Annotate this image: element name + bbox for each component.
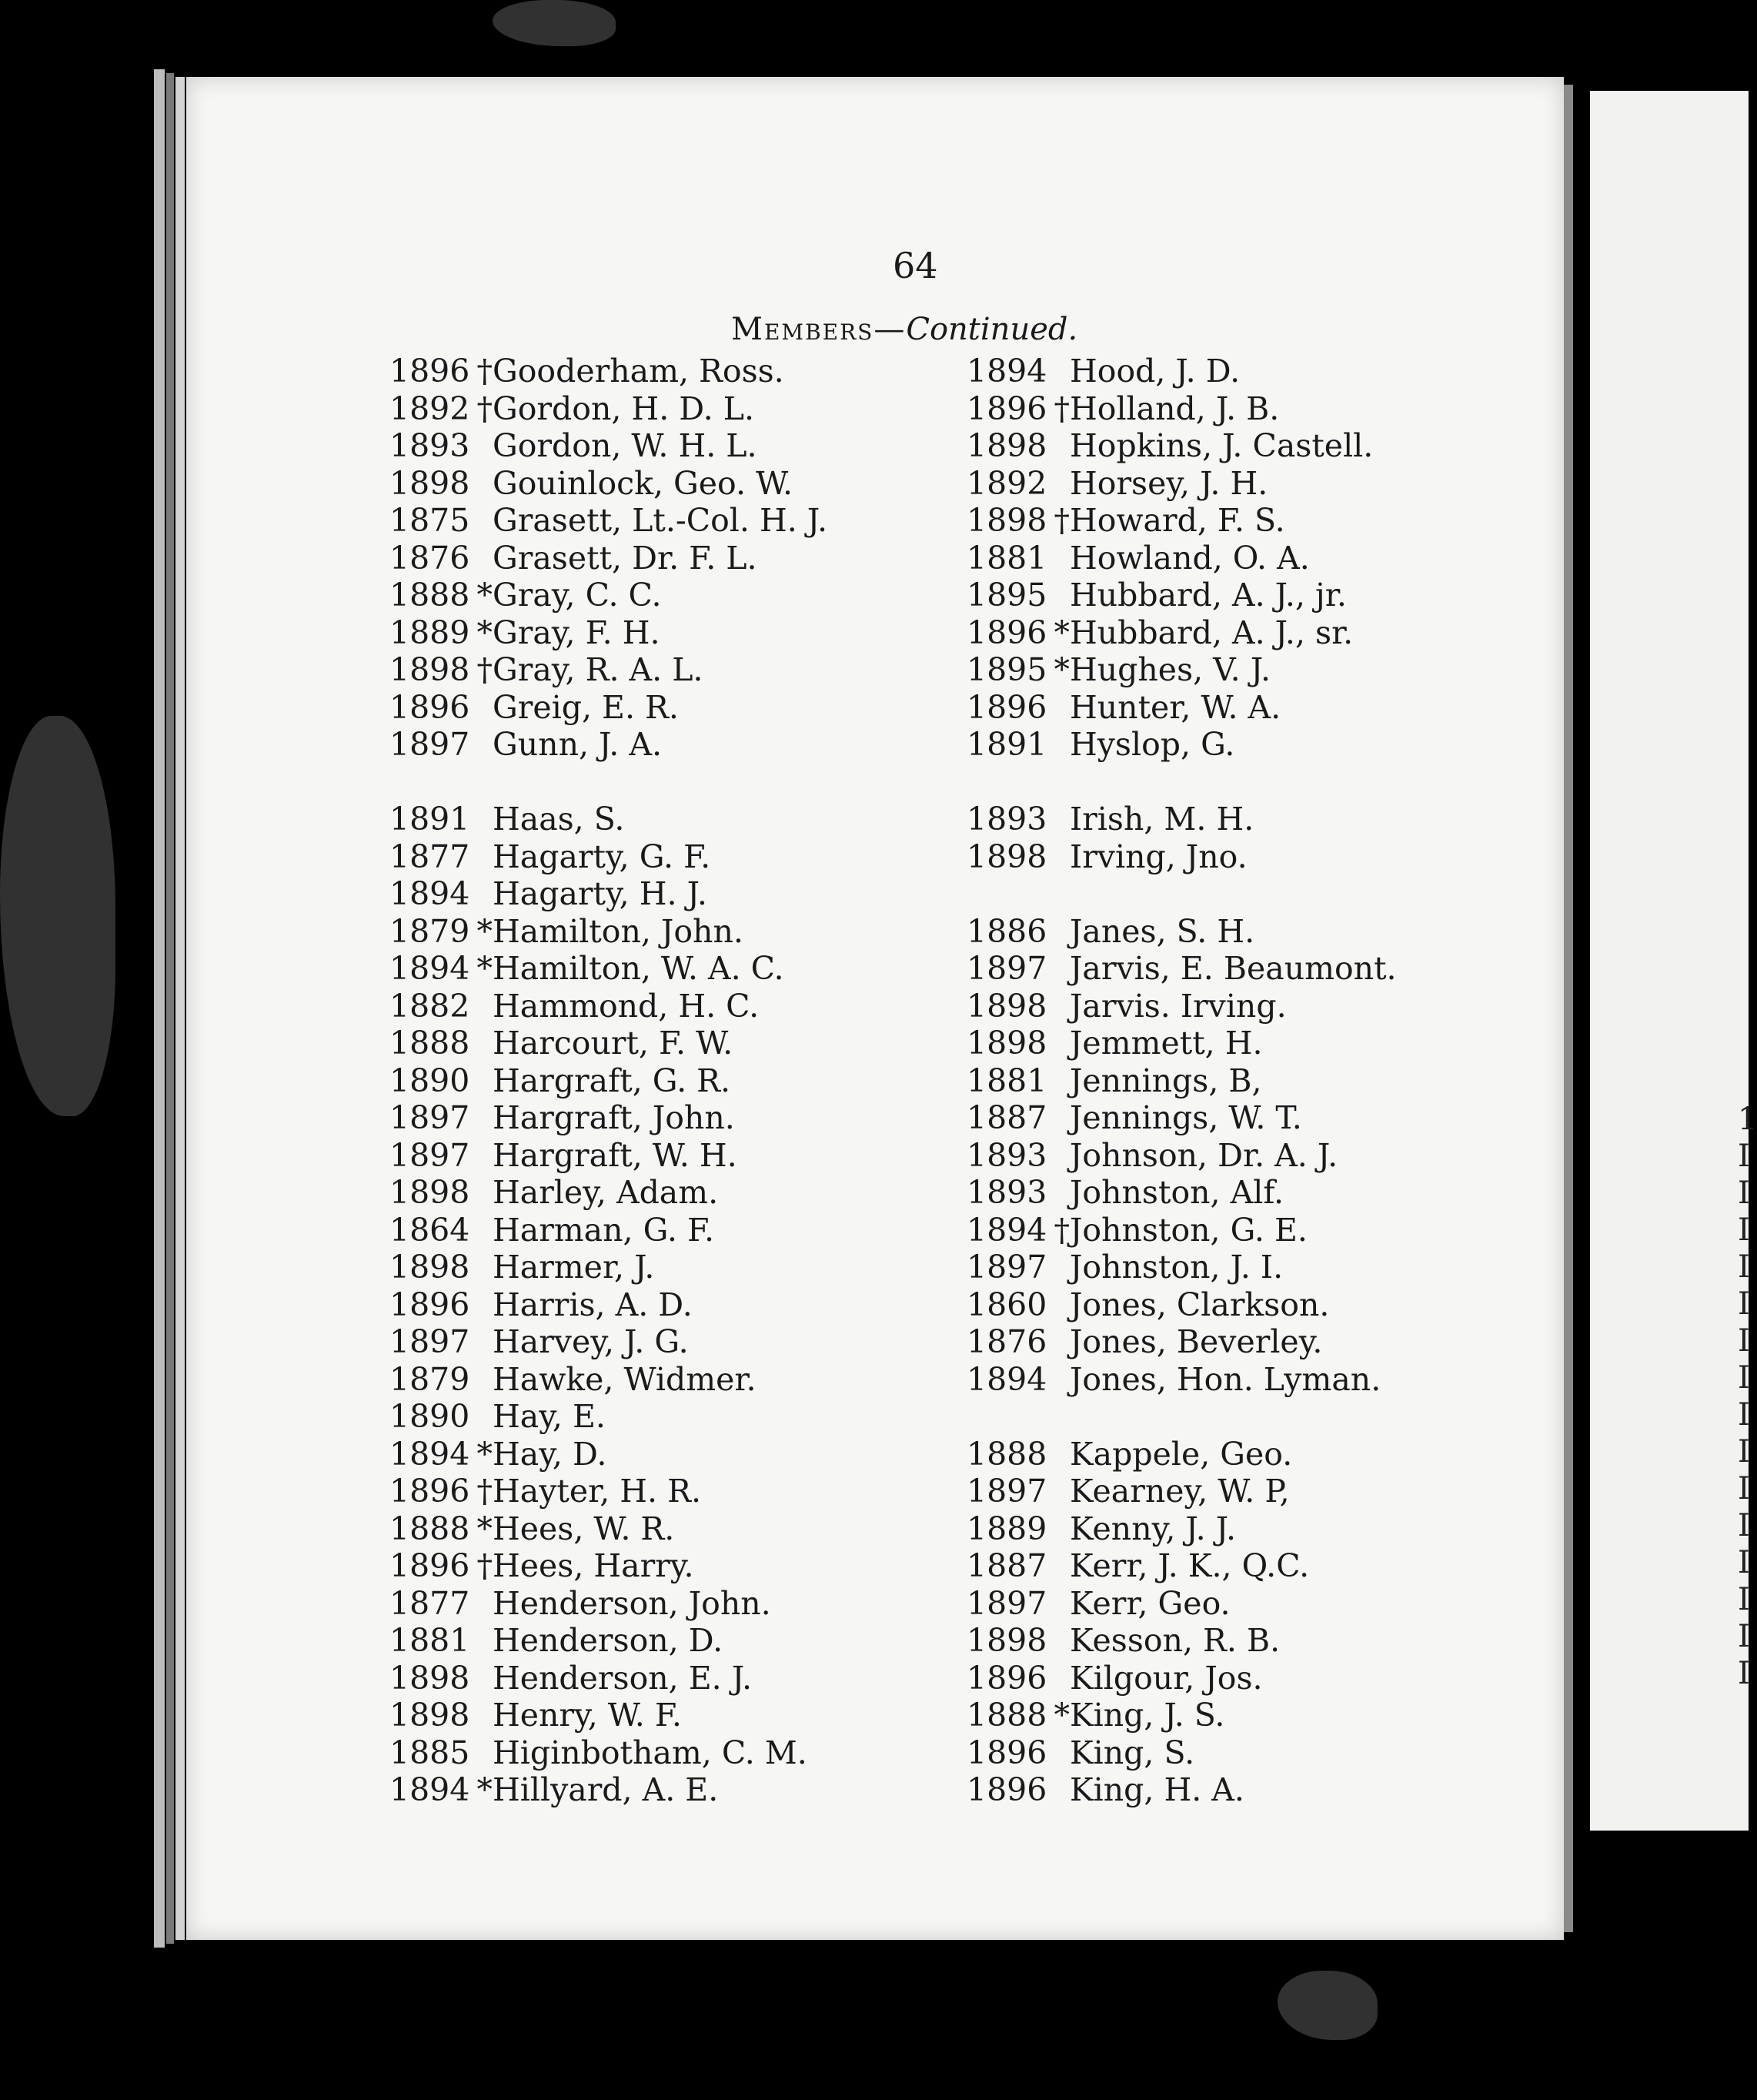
member-year: 1897 — [389, 1136, 470, 1174]
member-entry — [389, 651, 827, 689]
member-entry — [967, 1323, 1397, 1361]
member-year: 1893 — [967, 801, 1047, 838]
book-edge — [166, 73, 174, 1944]
member-year: 1892 — [967, 464, 1047, 502]
member-entry — [389, 1436, 827, 1473]
member-year: 1898 — [389, 464, 470, 502]
member-entry — [389, 1771, 827, 1809]
member-entry — [389, 1174, 827, 1212]
member-entry — [389, 1585, 827, 1623]
member-year: 1879 — [389, 912, 470, 950]
member-name: Hawke, Widmer. — [493, 1360, 757, 1398]
member-year: 1898 — [389, 1174, 470, 1211]
member-year: 1887 — [967, 1547, 1047, 1584]
member-entry — [389, 913, 827, 951]
facing-page-fragment: I — [1738, 1175, 1750, 1211]
member-year: 1897 — [967, 1473, 1047, 1510]
member-mark: * — [476, 1435, 493, 1473]
member-year: 1893 — [389, 427, 470, 464]
member-name: Henry, W. F. — [493, 1697, 682, 1734]
member-mark: * — [476, 614, 493, 651]
member-year: 1898 — [967, 502, 1047, 539]
member-year: 1894 — [389, 875, 470, 912]
member-year: 1898 — [967, 1025, 1047, 1062]
heading-continued: Continued. — [906, 312, 1078, 347]
member-name: Kappele, Geo. — [1070, 1435, 1293, 1473]
facing-page-fragment: I — [1738, 1212, 1750, 1248]
member-name: Greig, E. R. — [493, 688, 679, 726]
member-year: 1898 — [967, 987, 1047, 1025]
member-name: Kenny, J. J. — [1070, 1510, 1236, 1547]
member-year: 1864 — [389, 1211, 470, 1249]
member-year: 1895 — [967, 651, 1047, 688]
member-name: Harris, A. D. — [493, 1286, 693, 1323]
member-name: Jones, Clarkson. — [1070, 1286, 1330, 1323]
member-entry — [967, 577, 1397, 614]
book-edge — [175, 77, 185, 1940]
member-name: Jones, Hon. Lyman. — [1070, 1360, 1381, 1398]
member-name: Higinbotham, C. M. — [493, 1734, 807, 1771]
member-name: Horsey, J. H. — [1070, 464, 1268, 502]
facing-page-fragment: I — [1738, 1323, 1750, 1359]
member-name: Kerr, J. K., Q.C. — [1070, 1547, 1310, 1584]
member-name: Hyslop, G. — [1070, 726, 1235, 763]
member-year: 1895 — [967, 577, 1047, 614]
member-name: Kilgour, Jos. — [1070, 1659, 1263, 1697]
member-entry — [967, 1212, 1397, 1249]
member-year: 1896 — [389, 688, 470, 726]
member-entry — [389, 427, 827, 465]
member-entry — [389, 875, 827, 913]
member-entry — [967, 1473, 1397, 1510]
member-entry — [967, 1622, 1397, 1660]
member-name: Hay, E. — [493, 1398, 606, 1435]
member-year: 1860 — [967, 1286, 1047, 1323]
member-entry — [389, 1398, 827, 1436]
member-name: Hillyard, A. E. — [493, 1771, 719, 1808]
member-year: 1881 — [389, 1622, 470, 1659]
member-year: 1896 — [967, 614, 1047, 651]
member-mark: † — [1054, 390, 1070, 427]
member-entry — [967, 614, 1397, 652]
member-year: 1894 — [389, 950, 470, 987]
member-entry — [389, 390, 827, 428]
member-name: Kerr, Geo. — [1070, 1584, 1231, 1622]
member-entry — [967, 1436, 1397, 1473]
member-name: Holland, J. B. — [1070, 390, 1280, 427]
member-mark: † — [476, 1547, 493, 1584]
page-number: 64 — [893, 245, 938, 286]
member-entry — [389, 1361, 827, 1399]
member-year: 1888 — [967, 1697, 1047, 1734]
member-entry — [967, 913, 1397, 951]
member-entry — [389, 502, 827, 540]
member-entry — [967, 1771, 1397, 1809]
member-name: Henderson, E. J. — [493, 1659, 753, 1697]
member-year: 1877 — [389, 838, 470, 875]
member-entry — [389, 1734, 827, 1772]
member-year: 1881 — [967, 539, 1047, 577]
member-name: Harcourt, F. W. — [493, 1025, 733, 1062]
scan-smudge — [0, 716, 115, 1116]
member-entry — [967, 801, 1397, 838]
member-year: 1896 — [389, 1473, 470, 1510]
facing-page-fragment: I — [1738, 1508, 1750, 1543]
member-entry — [967, 1286, 1397, 1324]
member-year: 1897 — [389, 1099, 470, 1136]
member-name: Hopkins, J. Castell. — [1070, 427, 1374, 464]
member-entry — [967, 1174, 1397, 1212]
member-entry — [389, 540, 827, 577]
member-entry — [389, 1099, 827, 1137]
member-name: Hees, Harry. — [493, 1547, 694, 1584]
heading-members: Members — [731, 312, 874, 347]
member-year: 1896 — [389, 1547, 470, 1584]
member-entry — [967, 1099, 1397, 1137]
member-name: Gray, F. H. — [493, 614, 660, 651]
member-year: 1886 — [967, 912, 1047, 950]
member-year: 1894 — [389, 1771, 470, 1808]
section-gap — [967, 764, 1397, 801]
member-year: 1890 — [389, 1398, 470, 1435]
member-name: Harmer, J. — [493, 1249, 655, 1286]
member-name: Hagarty, G. F. — [493, 838, 711, 875]
member-mark: * — [476, 577, 493, 614]
member-name: Kesson, R. B. — [1070, 1622, 1281, 1659]
member-year: 1894 — [389, 1435, 470, 1473]
member-mark: * — [476, 912, 493, 950]
member-name: Hargraft, G. R. — [493, 1062, 731, 1099]
member-name: Jennings, W. T. — [1070, 1099, 1302, 1136]
member-mark: † — [1054, 502, 1070, 539]
member-year: 1891 — [967, 726, 1047, 763]
member-entry — [967, 465, 1397, 503]
member-year: 1897 — [389, 1323, 470, 1360]
member-entry — [389, 1323, 827, 1361]
member-entry — [967, 1062, 1397, 1100]
member-year: 1889 — [967, 1510, 1047, 1547]
member-entry — [389, 1137, 827, 1175]
member-year: 1896 — [389, 353, 470, 390]
facing-page-fragments — [1738, 1101, 1757, 1692]
member-name: Harman, G. F. — [493, 1211, 715, 1249]
member-year: 1892 — [389, 390, 470, 427]
member-year: 1879 — [389, 1360, 470, 1398]
facing-page — [1590, 91, 1757, 1831]
member-name: Hees, W. R. — [493, 1510, 675, 1547]
member-entry — [967, 1249, 1397, 1286]
member-name: Harley, Adam. — [493, 1174, 719, 1211]
member-year: 1881 — [967, 1062, 1047, 1099]
member-year: 1898 — [389, 1249, 470, 1286]
member-mark: * — [476, 1771, 493, 1808]
member-year: 1898 — [389, 1659, 470, 1697]
member-name: Gray, R. A. L. — [493, 651, 703, 688]
member-mark: † — [476, 651, 493, 688]
member-mark: * — [1054, 614, 1070, 651]
member-entry — [389, 1473, 827, 1510]
member-entry — [967, 540, 1397, 577]
member-mark: * — [1054, 1697, 1070, 1734]
member-entry — [389, 1025, 827, 1062]
member-year: 1896 — [967, 1771, 1047, 1808]
member-year: 1876 — [967, 1323, 1047, 1360]
member-name: Jemmett, H. — [1070, 1025, 1263, 1062]
member-entry — [389, 1212, 827, 1249]
member-name: Gouinlock, Geo. W. — [493, 464, 793, 502]
member-entry — [389, 1622, 827, 1660]
member-year: 1893 — [967, 1174, 1047, 1211]
member-name: Hubbard, A. J., jr. — [1070, 577, 1347, 614]
facing-page-fragment: I — [1738, 1582, 1750, 1617]
member-name: Jones, Beverley. — [1070, 1323, 1323, 1360]
member-year: 1897 — [967, 1584, 1047, 1622]
member-entry — [389, 1697, 827, 1734]
member-entry — [389, 689, 827, 727]
member-entry — [967, 1361, 1397, 1399]
facing-page-fragment: I — [1738, 1249, 1750, 1285]
facing-page-fragment: I — [1738, 1619, 1750, 1654]
member-year: 1898 — [967, 427, 1047, 464]
member-year: 1896 — [389, 1286, 470, 1323]
member-year: 1896 — [967, 1734, 1047, 1771]
member-name: Kearney, W. P, — [1070, 1473, 1290, 1510]
member-name: Howard, F. S. — [1070, 502, 1285, 539]
member-name: Hunter, W. A. — [1070, 688, 1281, 726]
member-year: 1898 — [967, 1622, 1047, 1659]
facing-page-fragment: I — [1738, 1434, 1750, 1470]
member-year: 1890 — [389, 1062, 470, 1099]
member-year: 1897 — [967, 950, 1047, 987]
member-entry — [389, 1062, 827, 1100]
member-name: Johnston, Alf. — [1070, 1174, 1284, 1211]
member-year: 1889 — [389, 614, 470, 651]
member-name: Johnston, G. E. — [1070, 1211, 1308, 1249]
member-entry — [967, 838, 1397, 876]
member-name: Irving, Jno. — [1070, 838, 1248, 875]
member-name: Henderson, D. — [493, 1622, 723, 1659]
section-gap — [967, 875, 1397, 913]
member-year: 1894 — [967, 1360, 1047, 1398]
member-name: Jarvis, E. Beaumont. — [1070, 950, 1397, 987]
member-entry — [389, 1510, 827, 1548]
member-entry — [967, 502, 1397, 540]
member-year: 1896 — [967, 390, 1047, 427]
member-year: 1888 — [389, 1025, 470, 1062]
member-entry — [389, 1547, 827, 1585]
member-mark: † — [476, 353, 493, 390]
member-entry — [389, 353, 827, 390]
member-year: 1885 — [389, 1734, 470, 1771]
facing-page-fragment: I — [1738, 1545, 1750, 1580]
book-edge — [154, 69, 165, 1948]
member-mark: * — [476, 1510, 493, 1547]
member-entry — [967, 1660, 1397, 1697]
member-name: Grasett, Lt.-Col. H. J. — [493, 502, 828, 539]
member-year: 1897 — [389, 726, 470, 763]
member-year: 1897 — [967, 1249, 1047, 1286]
member-year: 1877 — [389, 1584, 470, 1622]
member-entry — [389, 801, 827, 838]
facing-page-fragment: I — [1738, 1471, 1750, 1506]
facing-page-fragment: 1 — [1738, 1102, 1757, 1137]
member-year: 1875 — [389, 502, 470, 539]
member-entry — [389, 726, 827, 764]
member-name: Gray, C. C. — [493, 577, 662, 614]
member-entry — [389, 465, 827, 503]
member-entry — [967, 1734, 1397, 1772]
member-name: Hayter, H. R. — [493, 1473, 701, 1510]
member-entry — [967, 651, 1397, 689]
member-entry — [967, 390, 1397, 428]
member-name: Gordon, H. D. L. — [493, 390, 754, 427]
member-entry — [389, 614, 827, 652]
member-mark: † — [476, 390, 493, 427]
page-gutter — [1564, 85, 1573, 1932]
facing-page-fragment: I — [1738, 1397, 1750, 1433]
member-entry — [967, 1025, 1397, 1062]
scan-smudge — [493, 0, 616, 46]
member-name: Hammond, H. C. — [493, 987, 760, 1025]
member-name: Hubbard, A. J., sr. — [1070, 614, 1354, 651]
member-year: 1887 — [967, 1099, 1047, 1136]
member-year: 1893 — [967, 1136, 1047, 1174]
member-name: Irish, M. H. — [1070, 801, 1254, 838]
member-name: King, J. S. — [1070, 1697, 1225, 1734]
member-entry — [389, 577, 827, 614]
member-entry — [967, 1510, 1397, 1548]
member-name: Hagarty, H. J. — [493, 875, 707, 912]
member-name: King, H. A. — [1070, 1771, 1244, 1808]
member-mark: † — [476, 1473, 493, 1510]
member-entry — [967, 353, 1397, 390]
member-name: Haas, S. — [493, 801, 625, 838]
member-name: Gordon, W. H. L. — [493, 427, 757, 464]
member-name: Harvey, J. G. — [493, 1323, 689, 1360]
member-name: Hughes, V. J. — [1070, 651, 1271, 688]
member-year: 1896 — [967, 688, 1047, 726]
member-year: 1894 — [967, 353, 1047, 390]
member-name: King, S. — [1070, 1734, 1195, 1771]
member-name: Johnson, Dr. A. J. — [1070, 1136, 1338, 1174]
member-year: 1876 — [389, 539, 470, 577]
member-year: 1888 — [389, 577, 470, 614]
member-name: Hamilton, W. A. C. — [493, 950, 784, 987]
member-entry — [967, 1585, 1397, 1623]
member-entry — [967, 988, 1397, 1025]
member-entry — [967, 1137, 1397, 1175]
member-name: Jarvis. Irving. — [1070, 987, 1287, 1025]
member-name: Hood, J. D. — [1070, 353, 1241, 390]
member-name: Gooderham, Ross. — [493, 353, 784, 390]
member-entry — [967, 950, 1397, 988]
member-entry — [389, 950, 827, 988]
member-entry — [967, 726, 1397, 764]
member-year: 1891 — [389, 801, 470, 838]
member-year: 1888 — [967, 1435, 1047, 1473]
member-entry — [389, 1249, 827, 1286]
member-name: Hargraft, John. — [493, 1099, 735, 1136]
member-entry — [967, 1547, 1397, 1585]
facing-page-fragment: I — [1738, 1286, 1750, 1322]
member-year: 1898 — [967, 838, 1047, 875]
member-mark: † — [1054, 1211, 1070, 1249]
member-name: Janes, S. H. — [1070, 912, 1255, 950]
page-heading — [731, 312, 1077, 347]
heading-dash: — — [873, 312, 907, 347]
members-list-right — [967, 353, 1397, 1809]
member-entry — [967, 427, 1397, 465]
member-name: Howland, O. A. — [1070, 539, 1310, 577]
member-year: 1894 — [967, 1211, 1047, 1249]
member-name: Gunn, J. A. — [493, 726, 662, 763]
member-year: 1898 — [389, 1697, 470, 1734]
member-name: Hargraft, W. H. — [493, 1136, 737, 1174]
member-mark: * — [476, 950, 493, 987]
members-list-left — [389, 353, 827, 1809]
facing-page-fragment: I — [1738, 1360, 1750, 1396]
facing-page-fragment: I — [1738, 1139, 1750, 1174]
member-name: Johnston, J. I. — [1070, 1249, 1284, 1286]
member-year: 1896 — [967, 1659, 1047, 1697]
member-name: Grasett, Dr. F. L. — [493, 539, 757, 577]
member-entry — [389, 838, 827, 876]
section-gap — [389, 764, 827, 801]
member-name: Hay, D. — [493, 1435, 607, 1473]
member-entry — [967, 1697, 1397, 1734]
member-name: Henderson, John. — [493, 1584, 771, 1622]
member-entry — [389, 988, 827, 1025]
section-gap — [967, 1398, 1397, 1436]
member-name: Jennings, B, — [1070, 1062, 1262, 1099]
scan-smudge — [1278, 1971, 1378, 2040]
member-year: 1888 — [389, 1510, 470, 1547]
facing-page-fragment: I — [1738, 1656, 1750, 1691]
member-entry — [389, 1660, 827, 1697]
member-year: 1898 — [389, 651, 470, 688]
member-entry — [389, 1286, 827, 1324]
member-name: Hamilton, John. — [493, 912, 743, 950]
member-entry — [967, 689, 1397, 727]
member-mark: * — [1054, 651, 1070, 688]
member-year: 1882 — [389, 987, 470, 1025]
